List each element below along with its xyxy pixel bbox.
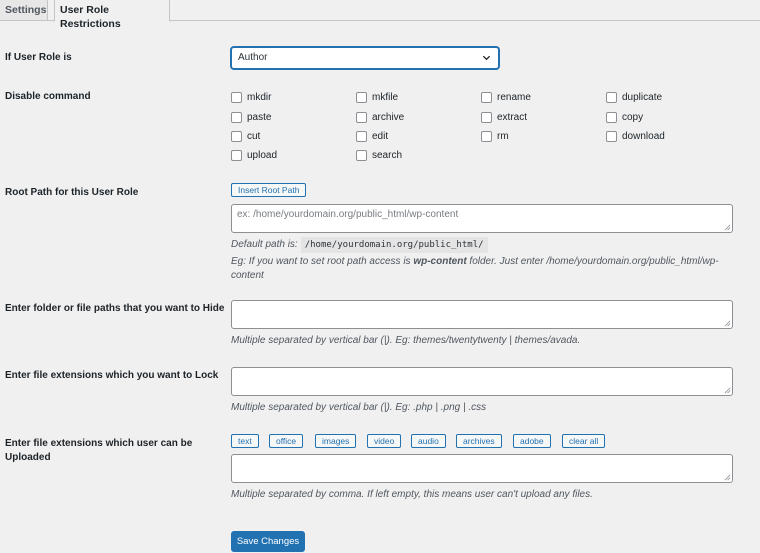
- tab-label: User Role Restrictions: [60, 4, 121, 30]
- resize-handle-icon[interactable]: [724, 387, 731, 394]
- upload-label-line1: Enter file extensions which user can be: [5, 438, 193, 449]
- type-button-video[interactable]: video: [367, 434, 401, 448]
- checkbox-edit[interactable]: [356, 129, 388, 143]
- checkbox-label: search: [372, 149, 403, 161]
- checkbox-box[interactable]: [356, 131, 367, 142]
- lock-extensions-description: Multiple separated by vertical bar (|). Eg: .php | .png | .css: [231, 402, 487, 413]
- type-button-audio[interactable]: audio: [411, 434, 446, 448]
- example-strong: wp-content: [413, 256, 467, 267]
- type-button-office[interactable]: office: [269, 434, 303, 448]
- default-path-code: /home/yourdomain.org/public_html/: [301, 237, 488, 253]
- checkbox-mkdir[interactable]: [231, 90, 271, 104]
- checkbox-duplicate[interactable]: [606, 90, 662, 104]
- checkbox-box[interactable]: [356, 92, 367, 103]
- default-path-note: [231, 237, 488, 253]
- hide-paths-label: Enter folder or file paths that you want to Hide: [5, 303, 225, 314]
- checkbox-label: rename: [497, 91, 531, 103]
- example-prefix: Eg: If you want to set root path access is: [231, 256, 414, 267]
- type-button-archives[interactable]: archives: [456, 434, 502, 448]
- checkbox-search[interactable]: [356, 148, 402, 162]
- example-suffix: folder. Just enter /home/yourdomain.org/public_html/wp-: [466, 256, 719, 267]
- hide-paths-description: Multiple separated by vertical bar (|). Eg: themes/twentytwenty | themes/avada.: [231, 335, 581, 346]
- tab-settings[interactable]: [0, 0, 48, 21]
- checkbox-box[interactable]: [231, 150, 242, 161]
- disable-command-label: Disable command: [5, 91, 91, 102]
- tab-user-role-restrictions[interactable]: [54, 0, 170, 30]
- save-changes-button[interactable]: Save Changes: [231, 531, 305, 552]
- tab-label: Settings: [5, 4, 47, 16]
- default-path-label: Default path is:: [231, 239, 298, 250]
- upload-extensions-textarea[interactable]: [231, 454, 733, 483]
- resize-handle-icon[interactable]: [724, 474, 731, 481]
- example-line2: content: [231, 270, 264, 281]
- checkbox-box[interactable]: [356, 112, 367, 123]
- type-button-text[interactable]: text: [231, 434, 259, 448]
- resize-handle-icon[interactable]: [724, 224, 731, 231]
- checkbox-rm[interactable]: [481, 129, 509, 143]
- checkbox-copy[interactable]: [606, 110, 643, 124]
- checkbox-label: cut: [247, 130, 261, 142]
- root-path-placeholder: ex: /home/yourdomain.org/public_html/wp-content: [237, 209, 459, 220]
- checkbox-cut[interactable]: [231, 129, 260, 143]
- checkbox-box[interactable]: [231, 92, 242, 103]
- checkbox-label: upload: [247, 149, 278, 161]
- checkbox-label: mkfile: [372, 91, 399, 103]
- checkbox-box[interactable]: [606, 92, 617, 103]
- lock-extensions-textarea[interactable]: [231, 367, 733, 396]
- checkbox-download[interactable]: [606, 129, 665, 143]
- checkbox-box[interactable]: [231, 112, 242, 123]
- checkbox-upload[interactable]: [231, 148, 277, 162]
- checkbox-box[interactable]: [606, 112, 617, 123]
- root-path-textarea[interactable]: [231, 204, 733, 233]
- type-button-adobe[interactable]: adobe: [513, 434, 551, 448]
- checkbox-mkfile[interactable]: [356, 90, 398, 104]
- tab-bar: [0, 0, 760, 30]
- checkbox-extract[interactable]: [481, 110, 527, 124]
- insert-root-path-button[interactable]: Insert Root Path: [231, 183, 306, 197]
- checkbox-label: archive: [372, 111, 405, 123]
- resize-handle-icon[interactable]: [724, 320, 731, 327]
- checkbox-box[interactable]: [356, 150, 367, 161]
- checkbox-box[interactable]: [606, 131, 617, 142]
- upload-extensions-description: Multiple separated by comma. If left empty, this means user can't upload any files.: [231, 489, 593, 500]
- checkbox-paste[interactable]: [231, 110, 271, 124]
- checkbox-label: mkdir: [247, 91, 272, 103]
- role-label: If User Role is: [5, 52, 72, 63]
- checkbox-label: paste: [247, 111, 272, 123]
- root-path-label: Root Path for this User Role: [5, 187, 139, 198]
- role-select[interactable]: [231, 47, 499, 69]
- checkbox-box[interactable]: [481, 112, 492, 123]
- checkbox-label: rm: [497, 130, 509, 142]
- checkbox-archive[interactable]: [356, 110, 404, 124]
- checkbox-label: download: [622, 130, 665, 142]
- hide-paths-textarea[interactable]: [231, 300, 733, 329]
- upload-extensions-label: [5, 437, 192, 465]
- checkbox-box[interactable]: [481, 92, 492, 103]
- lock-extensions-label: Enter file extensions which you want to Lock: [5, 370, 219, 381]
- role-selected-value: Author: [238, 52, 268, 63]
- clear-all-button[interactable]: clear all: [562, 434, 605, 448]
- checkbox-box[interactable]: [231, 131, 242, 142]
- checkbox-label: duplicate: [622, 91, 663, 103]
- checkbox-rename[interactable]: [481, 90, 531, 104]
- chevron-down-icon: [482, 53, 491, 62]
- checkbox-label: edit: [372, 130, 389, 142]
- checkbox-box[interactable]: [481, 131, 492, 142]
- root-path-example: [231, 255, 731, 283]
- upload-label-line2: Uploaded: [5, 452, 51, 463]
- checkbox-label: copy: [622, 111, 644, 123]
- checkbox-label: extract: [497, 111, 528, 123]
- type-button-images[interactable]: images: [315, 434, 356, 448]
